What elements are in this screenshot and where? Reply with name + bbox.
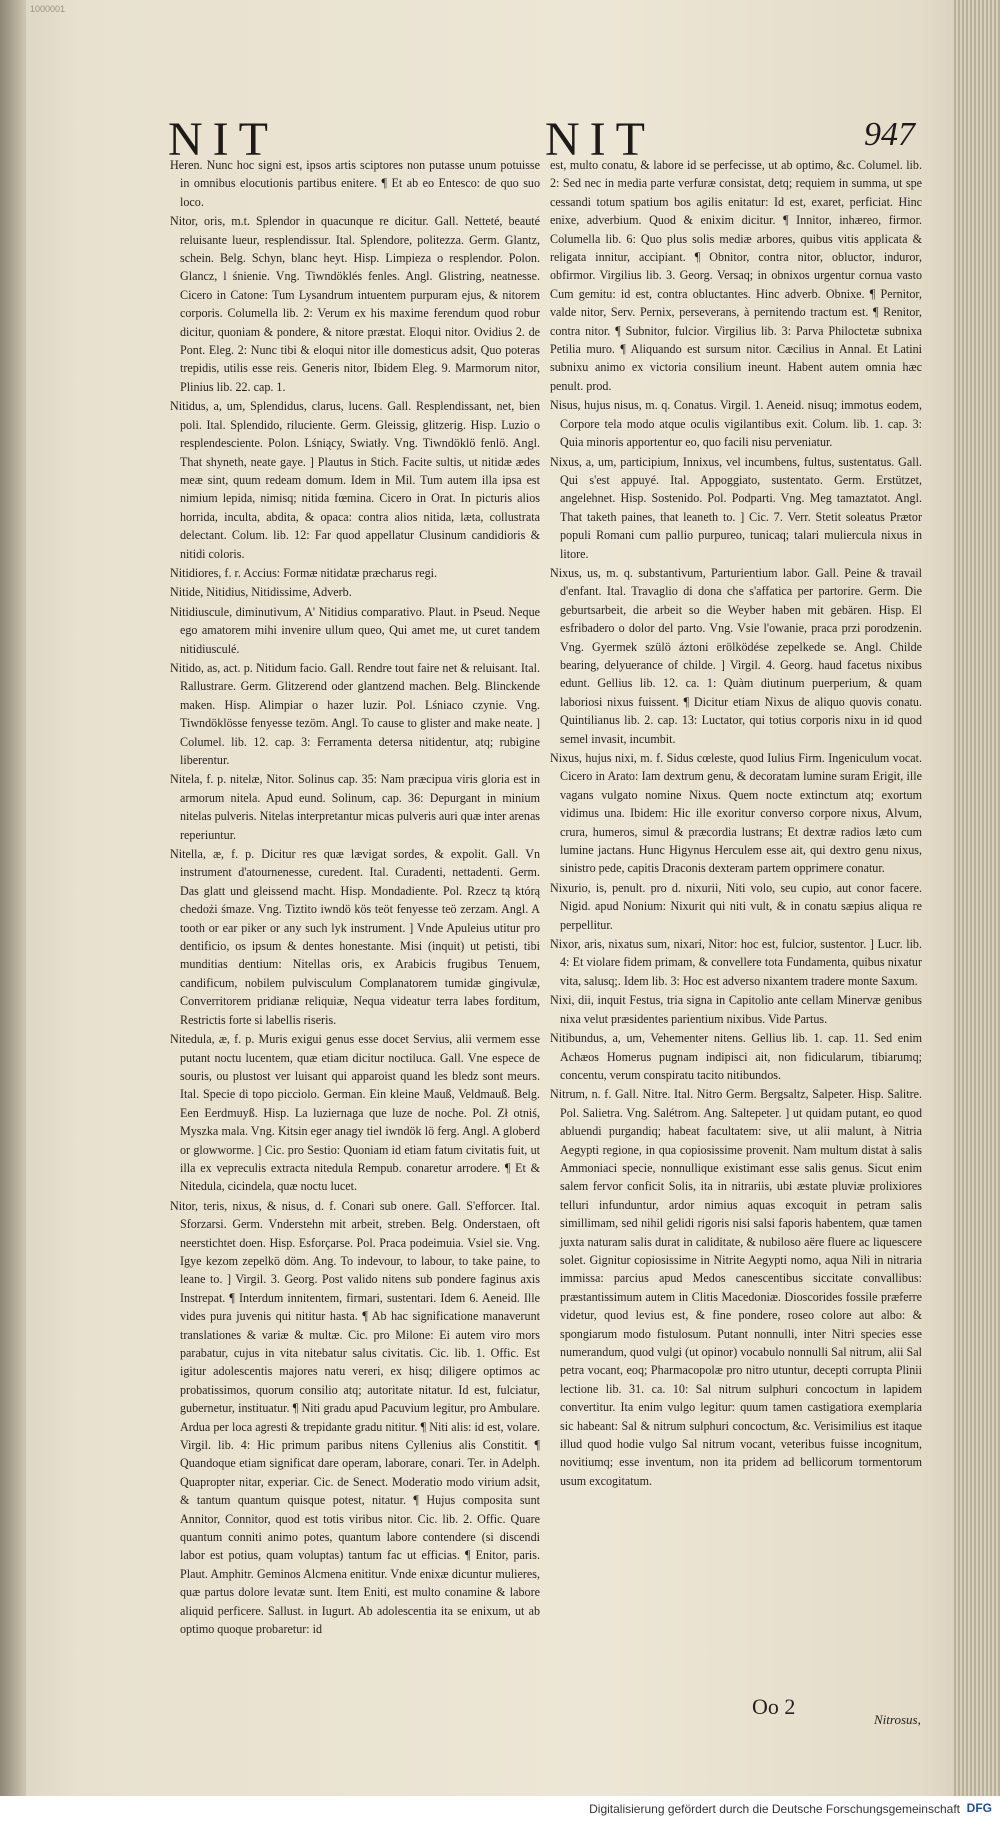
entry-nitor-teris: Nitor, teris, nixus, & nisus, d. f. Conari sub onere. Gall. S'efforcer. Ital. Sforzarsi. Germ. Vnderstehn mit arbeit, streben. Belg. Onderstaen, oft neerstichtet doen. Hisp. Esforçarse. Pol. Praca podeimuia. Vsiel sie. Vng. Igye kezom zepelkö döm. Ang. To indevour, to labour, to take paine, to leane to. ] Virgil. 3. Georg. Post valido nitens sub pondere faginus axis Instrepat. ¶ Interdum innitentem, firmari, sustentari. Idem 6. Aeneid. Ille vides pura juvenis qui nititur hasta. ¶ Ab hac significatione manaverunt translationes & variæ & multæ. Cic. pro Milone: Ei autem viro mors parabatur, cujus in vita nitebatur salus civitatis. Cic. lib. 1. Offic. Est igitur adolescentis majores natu vereri, ex hisq; diligere optimos ac probatissimos, quorum consilio atq; autoritate nitatur. Id est, fulciatur, gubernetur, instituatur. ¶ Niti gradu apud Pacuvium legitur, pro Ambulare. Ardua per loca agresti & trepidante gradu nititur. ¶ Niti alis: id est, volare. Virgil. lib. 4: Hic primum paribus nitens Cyllenius alis Constitit. ¶ Quandoque etiam significat dare operam, laborare, conari. Ter. in Adelph. Quapropter nitar, experiar. Cic. de Senect. Moderatio modo virium adsit, & tantum quantum quisque potest, nitatur. ¶ Hujus composita sunt Annitor, Connitor, quod est totis viribus nitor. Cic. lib. 2. Offic. Quare quantum conniti animo potes, quantum labore contendere (si discendi labor est potius, quam voluptas) tantum fac ut efficias. ¶ Enitor, paris. Plaut. Amphitr. Geminos Alcmena enititur. Vnde enixæ dicuntur mulieres, quæ partus dolore levatæ sunt. Item Eniti, est multo conamine & labore aliquid perficere. Sallust. in Iugurt. Ab adolescentia ita se enixum, ut ab optimo quoque probaretur: id (170, 1198, 540, 1637)
book-spine-shadow (0, 0, 26, 1821)
page-number: 947 (864, 116, 915, 153)
entry-nitedula: Nitedula, æ, f. p. Muris exigui genus esse docet Servius, alii vermem esse putant noctu lucentem, quæ etiam dicitur noctiluca. Gall. Vne espece de souris, ou plustost ver luisant qui apparoist quand les bledz sont meurs. Ital. Specie di topo picciolo. German. Ein kleine Mauß, Veldmauß. Belg. Een Eerdmuyß. Hisp. La luziernaga que luze de noche. Pol. Zł otniś, Myszka mala. Vng. Kitsin eger anagy tiel iwndök lö ferg. Angl. A globerd or glowworme. ] Cic. pro Sestio: Quoniam id etiam fatum civitatis fuit, ut illa ex vepreculis extracta nitedula Rempub. conaretur arrodere. ¶ Et & Nitedula, cicindela, quæ noctu lucet. (170, 1032, 540, 1194)
entry-nitidiores: Nitidiores, f. r. Accius: Formæ nitidatæ præcharus regi. (170, 565, 438, 580)
page-fore-edge (954, 0, 1000, 1821)
entry-nitor-oris: Nitor, oris, m.t. Splendor in quacunque re dicitur. Gall. Netteté, beauté reluisante lueur, resplendissur. Ital. Splendore, politezza. Germ. Glantz, schein. Belg. Schyn, blanc heyt. Hisp. Limpieza o resplendor. Polon. Glancz, l śnienie. Vng. Tiwndöklés fenles. Angl. Glistring, neatnesse. Cicero in Catone: Tum Lysandrum intuentem purpuram ejus, & nitorem corporis. Columella lib. 2: Verum ex his maxime ferendum quod robur dicitur, quoniam & pondere, & nitore præstat. Eloqui nitor. Ovidius 2. de Pont. Eleg. 2: Nunc tibi & eloqui nitor ille domesticus adsit, Quo poteras trepidis, utilis esse reis. Generis nitor, Ibidem Eleg. 9. Marmorum nitor, Plinius lib. 22. cap. 1. (170, 214, 540, 394)
entry-nitela: Nitela, f. p. nitelæ, Nitor. Solinus cap. 35: Nam præcipua viris gloria est in armorum nitela. Apud eund. Solinum, cap. 36: Depurgant in minium nitelas pulveris. Nitelas interpretantur micas pulveris auri quæ inter arenas reperiuntur. (170, 772, 541, 842)
entry-nitella: Nitella, æ, f. p. Dicitur res quæ lævigat sordes, & expolit. Gall. Vn instrument d'atournenesse, curedent. Ital. Curadenti, nettadenti. Germ. Das glatt und gleissend macht. Hisp. Mondadiente. Pol. Rzecz tą którą chedożi śmaze. Vng. Tiztito iwndö kös teöt fenyesse teö zerzam. Angl. A tooth or ear piker or any such lyk instrument. ] Vnde Apuleius utitur pro dentificio, os ipsum & dentes honestante. Misi (inquit) ut petisti, tibi munditias dentium: Nitellas oris, ex Arabicis frugibus Tenuem, candificum, nobilem pulvisculum Complanatorem tumidæ gingivulæ, Converritorem pridianæ reliquiæ, Nequa videatur terra labes forditum, Restrictis forte si labellis riseris. (170, 847, 540, 1027)
catchword: Nitrosus, (874, 1712, 921, 1727)
top-margin-mark: 1000001 (30, 4, 66, 14)
entry-nitrum: Nitrum, n. f. Gall. Nitre. Ital. Nitro Germ. Bergsaltz, Salpeter. Hisp. Salitre. Pol. Salietra. Vng. Salétrom. Ang. Saltepeter. ] ut quidam putant, eo quod abluendi purgandiq; habeat facultatem: sive, ut alii malunt, à Nitria Aegypti regione, in qua copiosissime provenit. Nam multum distat à salis Ammoniaci specie, nonnullique existimant esse salis genus. Sicut enim salem fervor conficit Solis, ita in nitrariis, ubi æstate pluviæ prolixiores telluri infunduntur, ardor nimius aquas excoquit in petram salis simillimam, sed nihil gelidi rigoris nisi salsi faporis habentem, quæ tamen juxta naturam salis durat in caliditate, & nubiloso aëre fluere ac liquescere solet. Gignitur copiosissime in Nitrite Aegypti nomo, aqua Nili in nitraria immissa: parcius apud Medos canescentibus siccitate convallibus: præstantissimum autem in Clitis Macedoniæ. Dioscorides fossile præferre videtur, quod levius est, & fine pondere, roseo colore aut albo: & spongiarum modo fistulosum. Putant nonnulli, inter Nitri species esse numerandum, quod vulgi (ut opinor) vocabulo nonnulli Sal nitrum, alii Sal petra vocant, eoq; Pharmacopolæ pro nitro utuntur, decepti corrupta Plinii lectione lib. 31. ca. 10: Sal nitrum sulphuri concoctum in lapidem convertitur. Ita enim vulgo legitur: quum tamen castigatiora exemplaria sic habeant: Sal & nitrum sulphuri concoctum, &c. Verisimilius est itaque illud quod hodie vulgo Sal nitrum vocant, veteribus fuisse incognitum, novitiumq; esse inventum, non ita pridem ad bellicorum tormentorum usum excogitatum. (550, 1087, 922, 1488)
credit-text: Digitalisierung gefördert durch die Deutsche Forschungsgemeinschaft (589, 1802, 960, 1816)
entry-continuation: est, multo conatu, & labore id se perfecisse, ut ab optimo, &c. Columel. lib. 2: Sed nec in media parte verfuræ consistat, detq; requiem in summa, ut spe cessandi totum spatium bos agilis enitatur: Id est, exaret, perficiat. Hinc enixe, adverbium. Quod & enixim dicitur. ¶ Innitor, inhæreo, firmor. Columella lib. 6: Quo plus solis mediæ arbores, quibus vitis applicata & religata innitur, accipiant. ¶ Obnitor, contra nitor, obluctor, induror, obfirmor. Virgilius lib. 3. Georg. Versaq; in obnixos urgentur cornua vasto Cum gemitu: id est, contra obluctantes. Hinc adverb. Obnixe. ¶ Pernitor, valde nitor, Serv. Pernix, perseverans, à pernitendo tractum est. ¶ Renitor, contra nitor. ¶ Subnitor, fulcior. Virgilius lib. 3: Parva Philoctetæ subnixa Petilia muro. ¶ Aliquando est sursum nitor. Cæcilius in Annal. Et Latini subnixu animo ex victoria consilium ineunt. Habent autem omnia hæc penult. prod. (550, 158, 922, 393)
running-head-right: NIT (545, 113, 655, 166)
entry-nitido: Nitido, as, act. p. Nitidum facio. Gall. Rendre tout faire net & reluisant. Ital. Rallustrare. Germ. Glitzerend oder glantzend machen. Belg. Blinckende maken. Hisp. Alimpiar o hazer luzir. Pol. Lśniaco czynie. Vng. Tiwndöklösse fenyesse tezöm. Angl. To cause to glister and make neate. ] Columel. lib. 12. cap. 3: Ferramenta detersa nitidentur, atq; rubigine liberentur. (170, 660, 540, 767)
running-head-left: NIT (168, 113, 278, 166)
entry-nixi: Nixi, dii, inquit Festus, tria signa in Capitolio ante cellam Minervæ genibus nixa velut præsidentes parientium nixibus. Vide Partus. (550, 993, 922, 1026)
entry-nixurio: Nixurio, is, penult. pro d. nixurii, Niti volo, seu cupio, aut conor facere. Nigid. apud Nonium: Nixurit qui niti vult, & in conatu sæpius aliqua re perpellitur. (550, 880, 922, 932)
left-column (170, 156, 540, 1640)
dfg-logo: DFG (966, 1801, 992, 1815)
signature-mark: Oo 2 (752, 1694, 796, 1719)
entry-nitibundus: Nitibundus, a, um, Vehementer nitens. Gellius lib. 1. cap. 11. Sed enim Achæos Homerus pugnam indipisci ait, non fidicularum, tibiarumq; concentu, verum conspiratu tacito nitibundos. (550, 1031, 922, 1082)
entry-nitidus: Nitidus, a, um, Splendidus, clarus, lucens. Gall. Resplendissant, net, bien poli. Ital. Splendido, riluciente. Germ. Gleissig, glitzerig. Hisp. Luzio o resplendesciente. Polon. Lśniący, Swiatły. Vng. Tiwndöklö fenlö. Angl. That shyneth, neate gaye. ] Plautus in Stich. Facite sultis, ut nitidæ ædes meæ sint, quum redeam domum. Idem in Mil. Tum autem illa ipsa est nimium lepida, nimisq; nitida fœmina. Cicero in Orat. In picturis alios horrida, inculta, abdita, & opaca: contra alios nitida, læta, collustrata delectant. Colum. lib. 12: Far quod appellatur Clusinum candidioris & nitidi coloris. (170, 399, 540, 561)
entry-nixus-sidus: Nixus, hujus nixi, m. f. Sidus cœleste, quod Iulius Firm. Ingeniculum vocat. Cicero in Arato: Iam dextrum genu, & decoratam lumine suram Erigit, ille vagans vulgato nomine Nixus. Quem nocte extinctum atq; exortum vidimus una. Ibidem: Hic ille exoritur converso corpore nixus, Alvum, crura, humeros, simul & præcordia lustrans; Et dextræ radios læto cum lumine jactans. Hunc Higynus Herculem esse ait, qui dextro genu nixus, sinistro pede, capitis Draconis dexteram partem opprimere conatur. (550, 751, 922, 876)
entry-nitidiuscule: Nitidiuscule, diminutivum, A' Nitidius comparativo. Plaut. in Pseud. Neque ego amatorem mihi invenire ullum queo, Qui amet me, ut curet tandem nitidiusculé. (170, 604, 540, 656)
entry-nixor: Nixor, aris, nixatus sum, nixari, Nitor: hoc est, fulcior, sustentor. ] Lucr. lib. 4: Et violare fidem primam, & convellere tota Fundamenta, quibus nixatur vita, salusq;. Idem lib. 3: Hoc est adverso nixantem tradere monte Saxum. (550, 937, 922, 988)
entry-heren: Heren. Nunc hoc signi est, ipsos artis sciptores non putasse unum potuisse in omnibus elocutionis partibus enitere. ¶ Et ab eo Entesco: de quo suo loco. (170, 158, 540, 209)
entry-nixus-participium: Nixus, a, um, participium, Innixus, vel incumbens, fultus, sustentatus. Gall. Qui s'est appuyé. Ital. Appoggiato, sustentato. Germ. Erstützet, angelehnet. Hisp. Sostenido. Pol. Podparti. Vng. Meg tamaztatot. Angl. That taketh paines, that leaneth to. ] Cic. 7. Verr. Stetit soleatus Prætor populi Romani cum pallio purpureo, tunicaq; talari muliercula nixus in litore. (550, 454, 922, 561)
entry-nitide: Nitide, Nitidius, Nitidissime, Adverb. (170, 585, 352, 600)
right-column (550, 156, 922, 1491)
entry-nixus-substantivum: Nixus, us, m. q. substantivum, Parturientium labor. Gall. Peine & travail d'enfant. Ital. Travaglio di dona che s'affatica per partorire. Germ. Die geburtsarbeit, die arbeit so die Weyber haben mit gebären. Hisp. El esfribadero o dolor del parto. Vng. Vsie l'owanie, praca przi porodzenin. Vng. Gyermek szülö áztoni erölködése zepelkede se. Angl. Childe bearing, delyuerance of childe. ] Virgil. 4. Georg. haud facetus nixibus edunt. Gellius lib. 12. ca. 1: Quàm diutinum puerperium, & quam laboriosi nixus fuissent. ¶ Dicitur etiam Nixus de aliquo quovis conatu. Quintilianus lib. 2. cap. 13: Luctator, qui totius corporis nixu in id quod semel invasit, incumbit. (550, 565, 922, 746)
entry-nisus: Nisus, hujus nisus, m. q. Conatus. Virgil. 1. Aeneid. nisuq; immotus eodem, Corpore tela modo atque oculis vigilantibus exit. Colum. lib. 1. cap. 3: Quia minoris apportentur eo, quo facili nisu perveniatur. (550, 398, 922, 450)
